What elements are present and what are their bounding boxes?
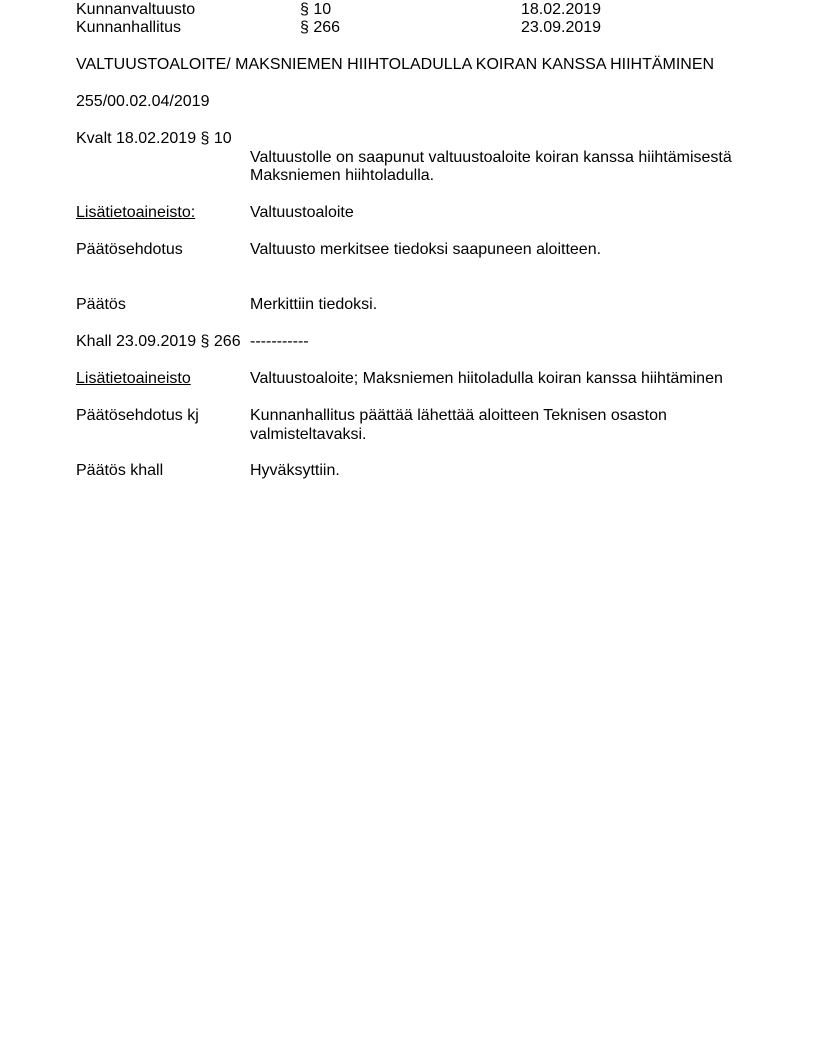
- document-number: 255/00.02.04/2019: [76, 93, 210, 110]
- decision-label-2: Päätös khall: [76, 462, 164, 479]
- kvalt-text-line2: Maksniemen hiihtoladulla.: [250, 167, 435, 184]
- header-body-1: Kunnanvaltuusto: [76, 1, 196, 18]
- attachment-value-1: Valtuustoaloite: [250, 204, 354, 221]
- document-title: VALTUUSTOALOITE/ MAKSNIEMEN HIIHTOLADULLA KOIRAN KANSSA HIIHTÄMINEN: [76, 56, 715, 73]
- attachment-label-2: Lisätietoaineisto: [76, 370, 191, 387]
- khall-label: Khall 23.09.2019 § 266: [76, 333, 241, 350]
- kvalt-text-line1: Valtuustolle on saapunut valtuustoaloite koiran kanssa hiihtämisestä: [250, 149, 732, 166]
- decision-label-1: Päätös: [76, 296, 126, 313]
- header-date-2: 23.09.2019: [521, 19, 602, 36]
- khall-value: -----------: [250, 333, 309, 350]
- header-section-2: § 266: [300, 19, 341, 36]
- attachment-value-2: Valtuustoaloite; Maksniemen hiitoladulla koiran kanssa hiihtäminen: [250, 370, 723, 387]
- header-body-2: Kunnanhallitus: [76, 19, 181, 36]
- header-date-1: 18.02.2019: [521, 1, 602, 18]
- proposal-value-2-line1: Kunnanhallitus päättää lähettää aloitteen Teknisen osaston: [250, 407, 667, 424]
- kvalt-label: Kvalt 18.02.2019 § 10: [76, 130, 232, 147]
- header-section-1: § 10: [300, 1, 332, 18]
- decision-value-1: Merkittiin tiedoksi.: [250, 296, 378, 313]
- proposal-value-2-line2: valmisteltavaksi.: [250, 426, 367, 443]
- proposal-label-2: Päätösehdotus kj: [76, 407, 199, 424]
- proposal-value-1: Valtuusto merkitsee tiedoksi saapuneen aloitteen.: [250, 241, 602, 258]
- attachment-label-1: Lisätietoaineisto:: [76, 204, 196, 221]
- proposal-label-1: Päätösehdotus: [76, 241, 183, 258]
- decision-value-2: Hyväksyttiin.: [250, 462, 340, 479]
